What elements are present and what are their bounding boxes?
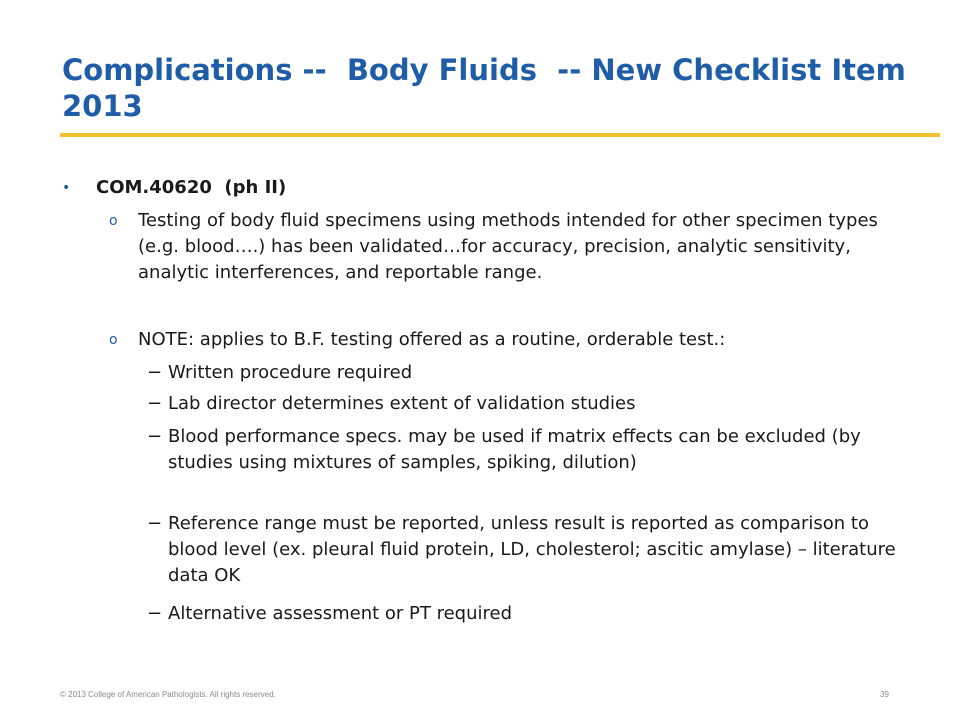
list-item xyxy=(147,424,908,476)
list-item-text: NOTE: applies to B.F. testing offered as a routine, orderable test.: xyxy=(138,329,726,350)
title-divider xyxy=(60,133,940,137)
dash-marker: − xyxy=(147,513,163,534)
dash-marker: − xyxy=(147,603,163,624)
list-item xyxy=(147,511,908,589)
list-item xyxy=(147,391,908,417)
list-item xyxy=(147,360,908,386)
page-number: 39 xyxy=(880,690,889,699)
dash-marker: − xyxy=(147,393,163,414)
list-item-text: Written procedure required xyxy=(168,362,413,383)
dash-marker: − xyxy=(147,426,163,447)
list-item-text: Lab director determines extent of validation studies xyxy=(168,393,636,414)
bullet-marker: • xyxy=(62,180,71,196)
list-item xyxy=(109,327,908,353)
checklist-item-id: COM.40620 (ph II) xyxy=(96,177,287,198)
sub-bullet-marker: o xyxy=(109,332,118,348)
dash-marker: − xyxy=(147,362,163,383)
list-item-text: Reference range must be reported, unless result is reported as comparison to blood level (ex. pleural fluid protein, LD, cholesterol; ascitic amylase) – literature data OK xyxy=(168,513,896,586)
list-item xyxy=(109,208,908,286)
list-item xyxy=(147,601,908,627)
footer-copyright: © 2013 College of American Pathologists. All rights reserved. xyxy=(60,690,276,699)
list-item-text: Alternative assessment or PT required xyxy=(168,603,513,624)
slide-title: Complications -- Body Fluids -- New Checklist Item 2013 xyxy=(62,53,916,123)
sub-bullet-marker: o xyxy=(109,213,118,229)
list-item-text: Testing of body fluid specimens using methods intended for other specimen types (e.g. blood….) has been validated…for accuracy, precision, analytic sensitivity, analytic interferences, and reportable range. xyxy=(138,210,878,283)
list-item-text: Blood performance specs. may be used if matrix effects can be excluded (by studies using mixtures of samples, spiking, dilution) xyxy=(168,426,861,473)
